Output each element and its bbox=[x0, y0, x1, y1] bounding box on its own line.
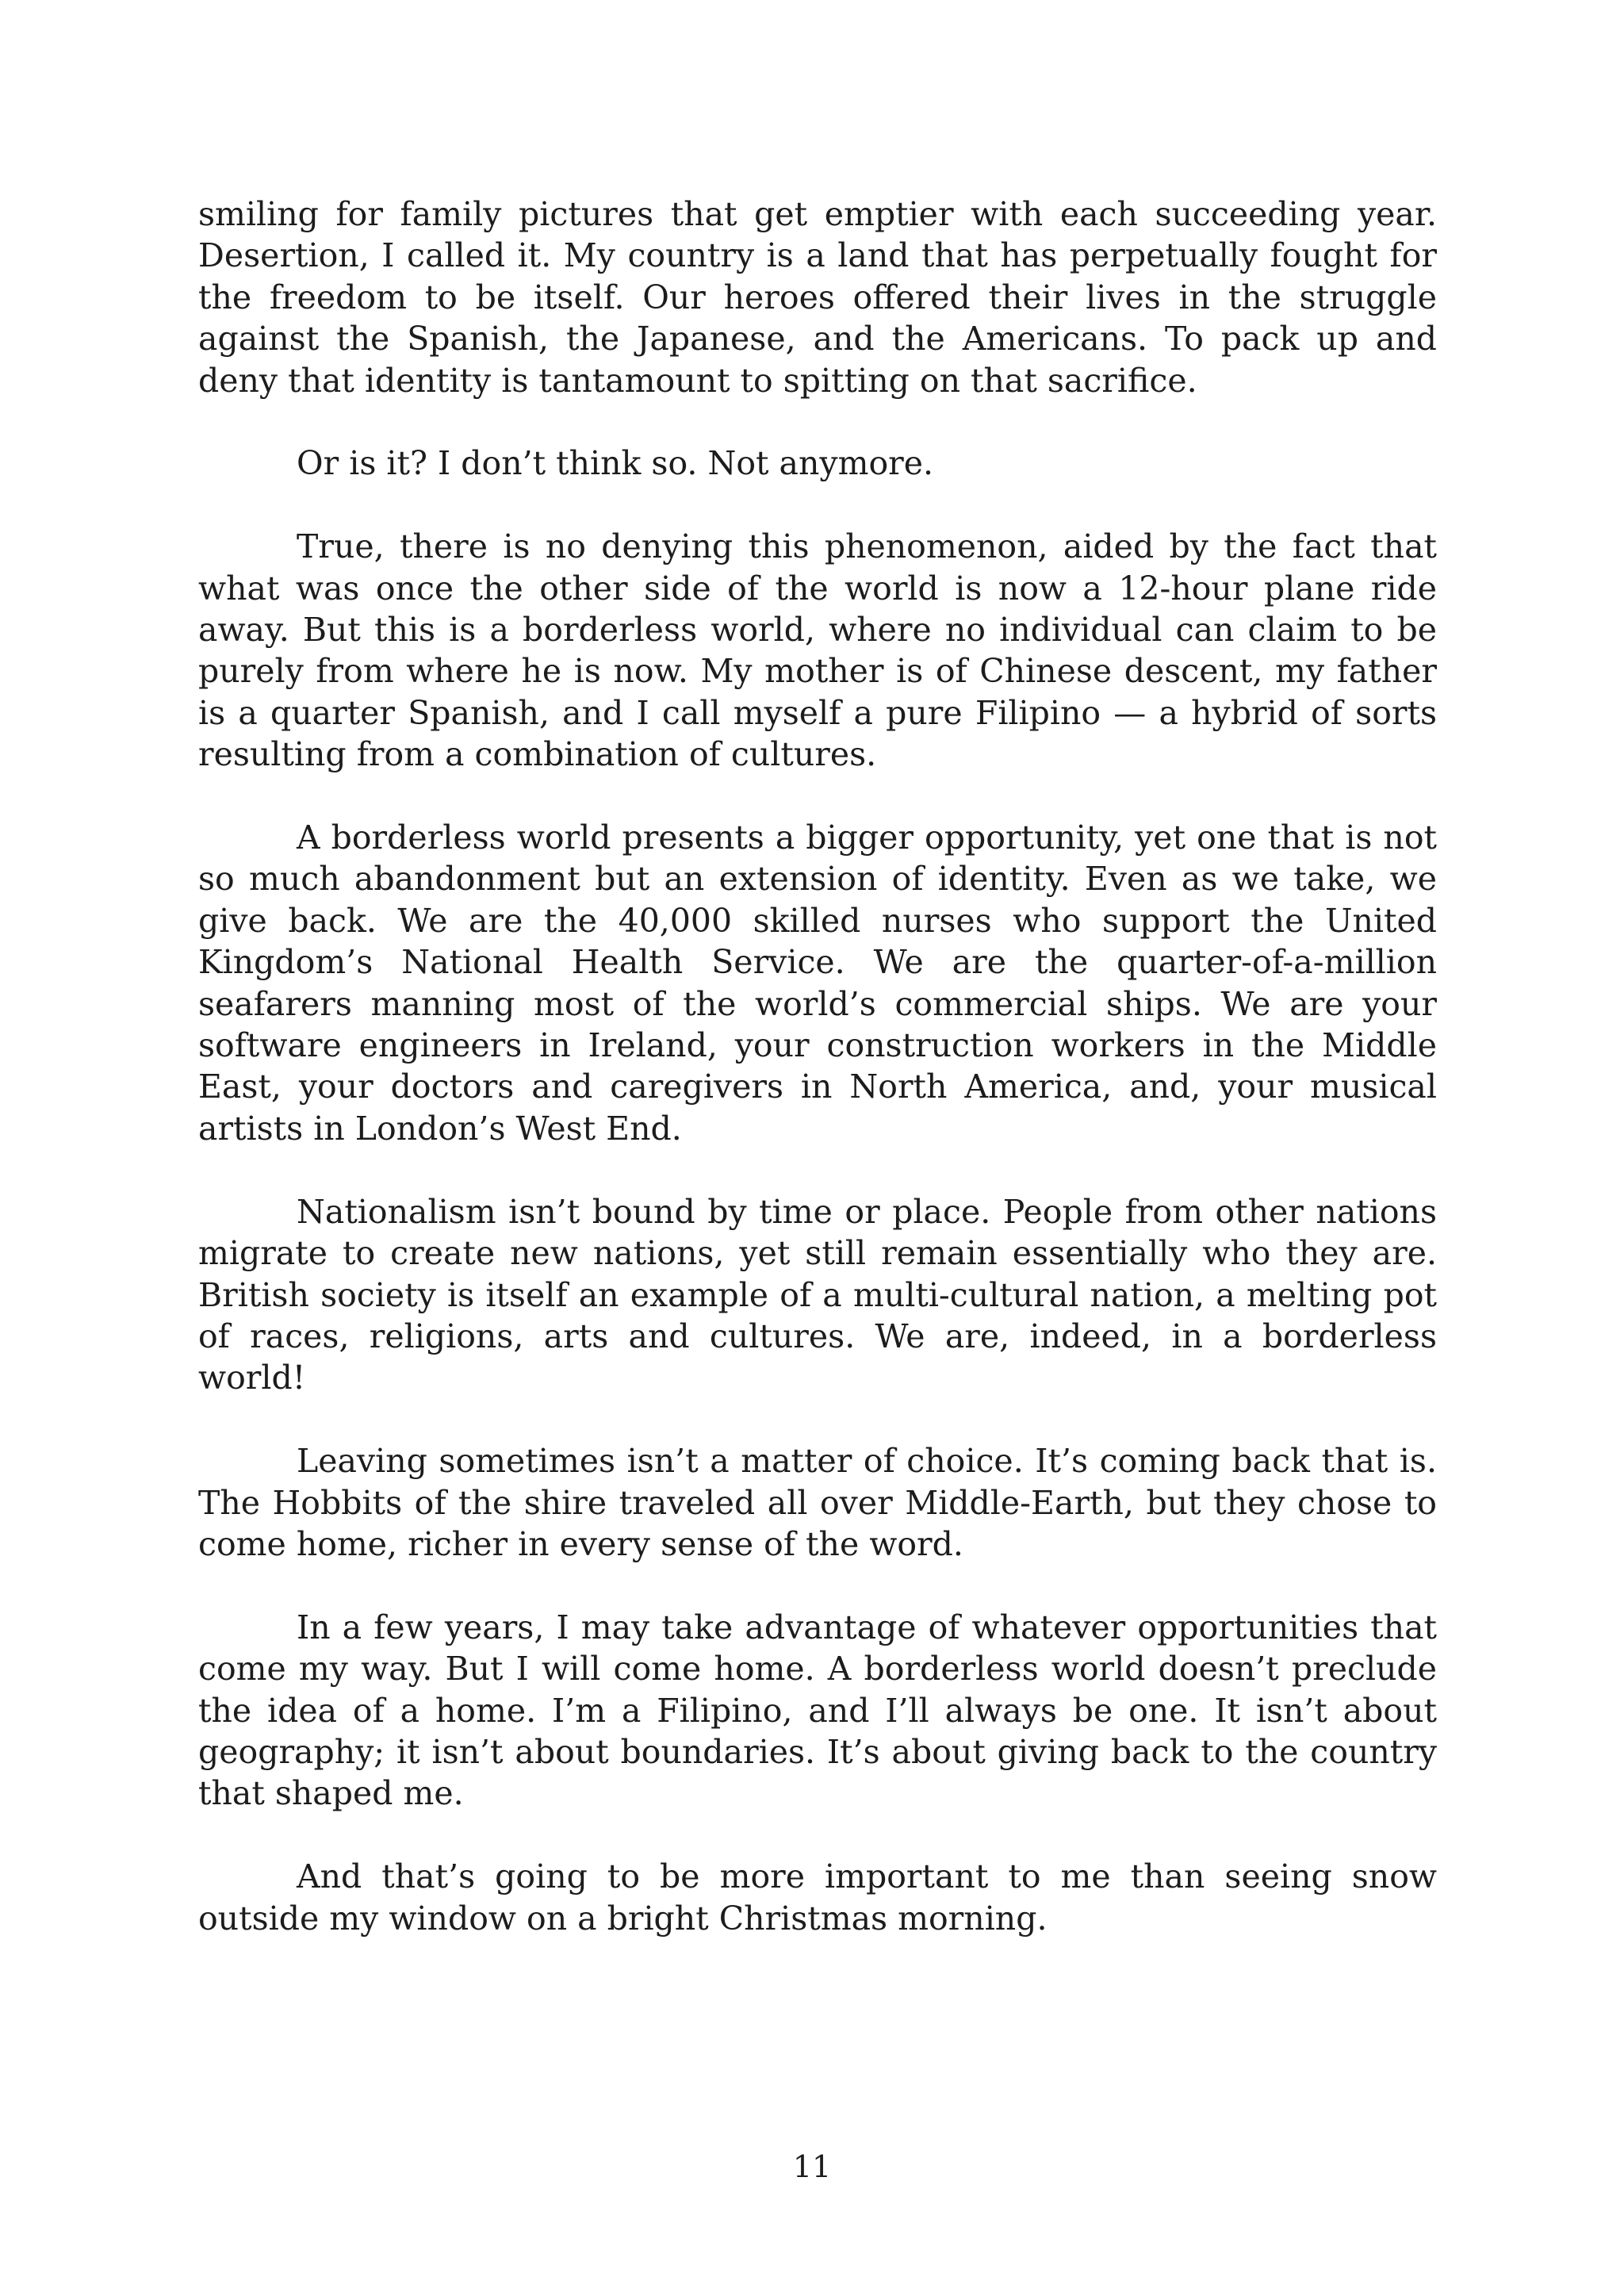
body-text bbox=[198, 194, 1437, 1980]
paragraph-6: Leaving sometimes isn’t a matter of choice. It’s coming back that is. The Hobbits of the shire traveled all over Middle-Earth, but they chose to come home, richer in every sense of the word. bbox=[198, 1442, 1437, 1563]
paragraph-7: In a few years, I may take advantage of whatever opportunities that come my way. But I will come home. A borderless world doesn’t preclude the idea of a home. I’m a Filipino, and I’ll always be one. It isn’t about geography; it isn’t about boundaries. It’s about giving back to the country that shaped me. bbox=[198, 1608, 1437, 1813]
paragraph-8: And that’s going to be more important to me than seeing snow outside my window on a bright Christmas morning. bbox=[198, 1857, 1437, 1938]
page-number: 11 bbox=[792, 2149, 832, 2184]
paragraph-4: A borderless world presents a bigger opportunity, yet one that is not so much abandonment but an extension of identity. Even as we take, we give back. We are the 40,000 skilled nurses who support the United Kingdom’s National Health Service. We are the quarter-of-a-million seafarers manning most of the world’s commercial ships. We are your software engineers in Ireland, your construction workers in the Middle East, your doctors and caregivers in North America, and, your musical artists in London’s West End. bbox=[198, 818, 1437, 1148]
paragraph-2: Or is it? I don’t think so. Not anymore. bbox=[297, 444, 934, 483]
paragraph-1: smiling for family pictures that get emptier with each succeeding year. Desertion, I called it. My country is a land that has perpetually fought for the freedom to be itself. Our heroes offered their lives in the struggle against the Spanish, the Japanese, and the Americans. To pack up and deny that identity is tantamount to spitting on that sacrifice. bbox=[198, 195, 1437, 400]
paragraph-5: Nationalism isn’t bound by time or place. People from other nations migrate to create new nations, yet still remain essentially who they are. British society is itself an example of a multi-cultural nation, a melting pot of races, religions, arts and cultures. We are, indeed, in a borderless world! bbox=[198, 1192, 1437, 1397]
paragraph-3: True, there is no denying this phenomenon, aided by the fact that what was once the other side of the world is now a 12-hour plane ride away. But this is a borderless world, where no individual can claim to be purely from where he is now. My mother is of Chinese descent, my father is a quarter Spanish, and I call myself a pure Filipino — a hybrid of sorts resulting from a combination of cultures. bbox=[198, 527, 1437, 774]
